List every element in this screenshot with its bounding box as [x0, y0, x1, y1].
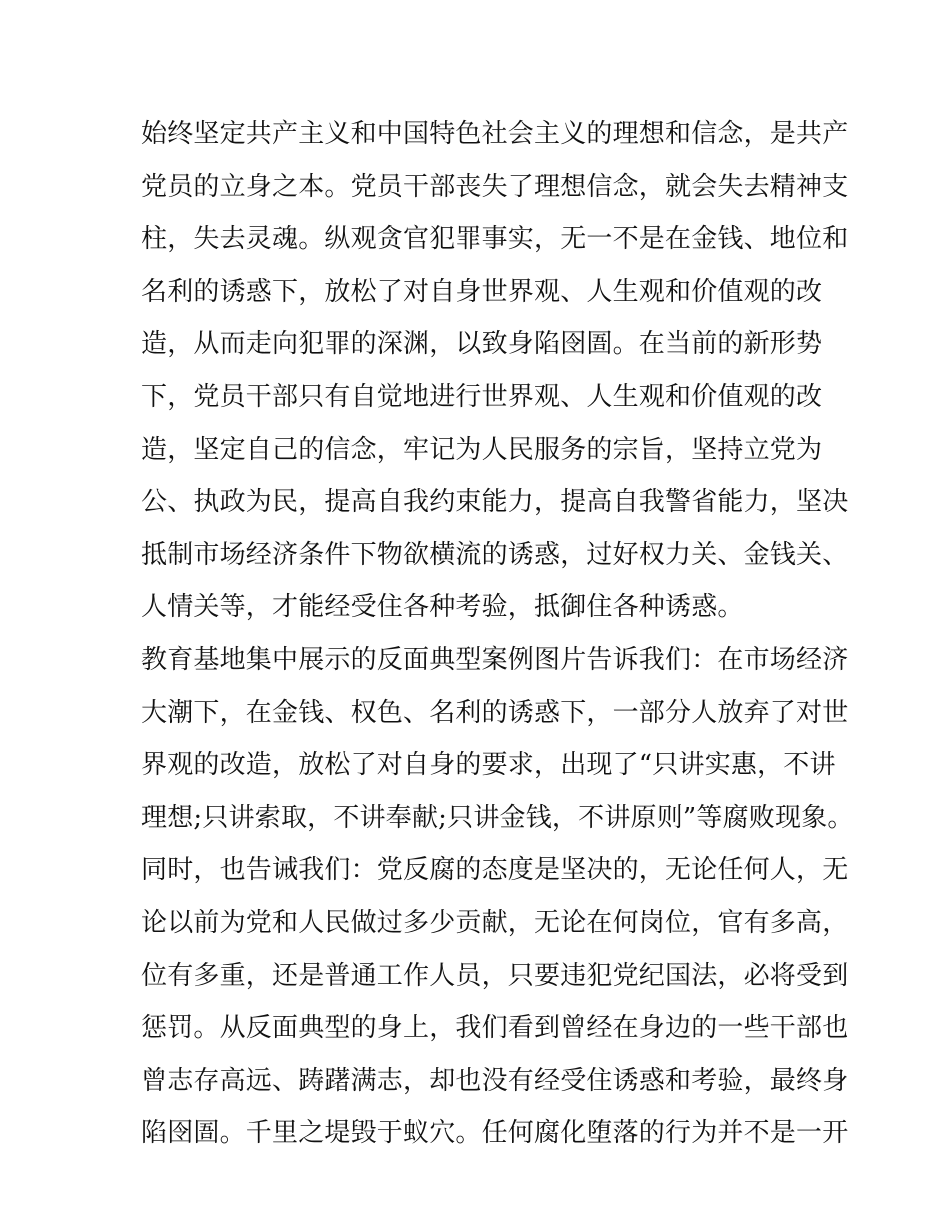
text-line: 惩罚。从反面典型的身上，我们看到曾经在身边的一些干部也: [141, 1013, 849, 1044]
text-line: 教育基地集中展示的反面典型案例图片告诉我们：在市场经济: [141, 644, 849, 675]
text-line: 下，党员干部只有自觉地进行世界观、人生观和价值观的改: [141, 381, 823, 412]
text-line: 名利的诱惑下，放松了对自身世界观、人生观和价值观的改: [141, 276, 823, 307]
text-line: 人情关等，才能经受住各种考验，抵御住各种诱惑。: [141, 592, 744, 623]
text-line: 位有多重，还是普通工作人员，只要违犯党纪国法，必将受到: [141, 960, 849, 991]
text-line: 党员的立身之本。党员干部丧失了理想信念，就会失去精神支: [141, 171, 849, 202]
text-line: 造，坚定自己的信念，牢记为人民服务的宗旨，坚持立党为: [141, 434, 823, 465]
text-line: 论以前为党和人民做过多少贡献，无论在何岗位，官有多高，: [141, 907, 849, 938]
text-line: 始终坚定共产主义和中国特色社会主义的理想和信念，是共产: [141, 119, 849, 149]
text-line: 同时，也告诫我们：党反腐的态度是坚决的，无论任何人，无: [141, 855, 849, 886]
text-line: 界观的改造，放松了对自身的要求，出现了“只讲实惠，不讲: [141, 750, 836, 781]
text-line: 公、执政为民，提高自我约束能力，提高自我警省能力，坚决: [141, 487, 849, 518]
text-line: 陷囹圄。千里之堤毁于蚁穴。任何腐化堕落的行为并不是一开: [141, 1118, 849, 1149]
text-line: 造，从而走向犯罪的深渊，以致身陷囹圄。在当前的新形势: [141, 329, 823, 360]
text-line: 曾志存高远、踌躇满志，却也没有经受住诱惑和考验，最终身: [141, 1065, 849, 1096]
document-body: [141, 108, 854, 1160]
text-line: 柱，失去灵魂。纵观贪官犯罪事实，无一不是在金钱、地位和: [141, 224, 849, 255]
text-line: 理想;只讲索取，不讲奉献;只讲金钱，不讲原则”等腐败现象。: [141, 802, 854, 833]
text-line: 抵制市场经济条件下物欲横流的诱惑，过好权力关、金钱关、: [141, 539, 849, 570]
text-line: 大潮下，在金钱、权色、名利的诱惑下，一部分人放弃了对世: [141, 697, 849, 728]
